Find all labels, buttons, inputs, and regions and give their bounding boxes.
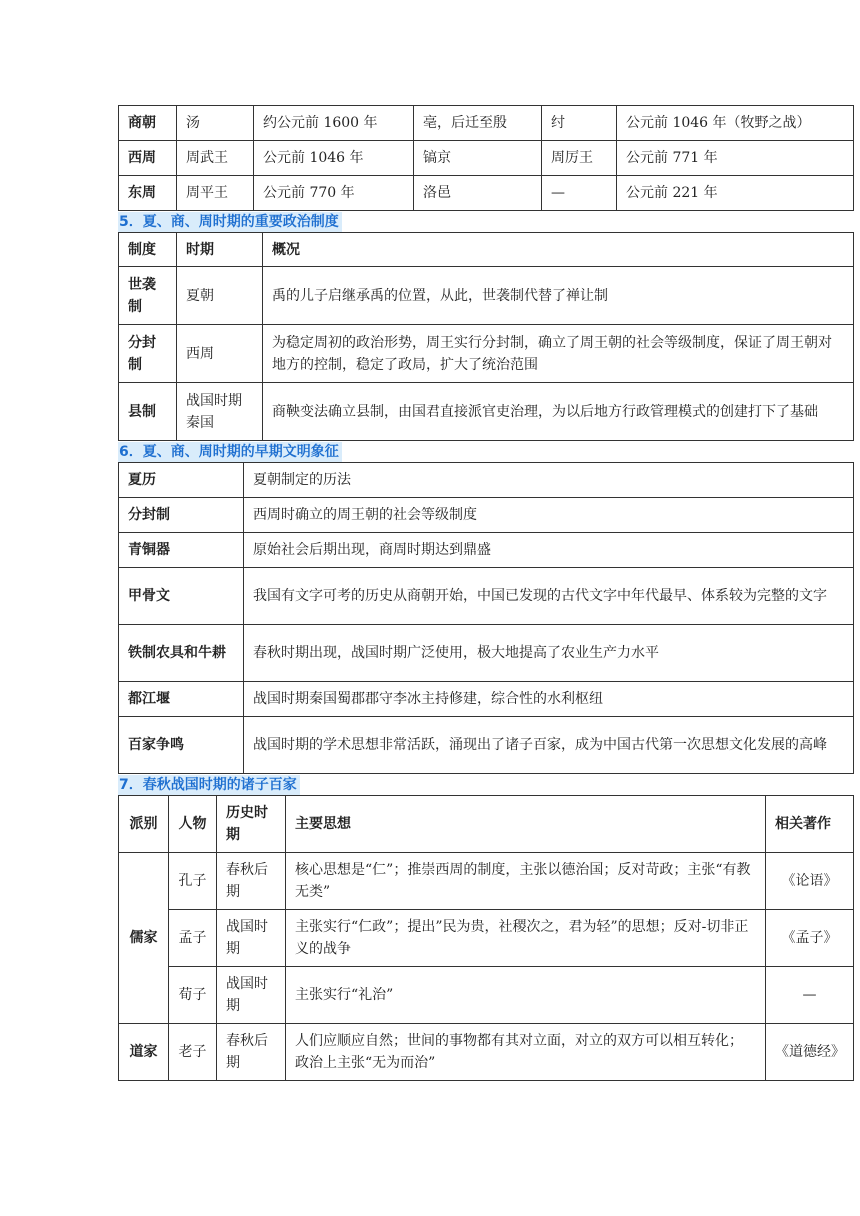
symbol-desc: 战国时期秦国蜀郡郡守李冰主持修建，综合性的水利枢纽: [244, 682, 854, 717]
dynasty-capital: 镐京: [414, 141, 542, 176]
table-row: [119, 717, 854, 774]
dynasty-founder: 周平王: [177, 176, 254, 211]
system-name: 县制: [119, 383, 177, 441]
symbol-name: 铁制农具和牛耕: [119, 625, 244, 682]
table-header-row: [119, 796, 854, 853]
system-name: 分封制: [119, 325, 177, 383]
symbol-name: 青铜器: [119, 533, 244, 568]
symbol-desc: 西周时确立的周王朝的社会等级制度: [244, 498, 854, 533]
symbol-desc: 战国时期的学术思想非常活跃，涌现出了诸子百家，成为中国古代第一次思想文化发展的高峰: [244, 717, 854, 774]
thinker-works: —: [766, 967, 854, 1024]
column-header: 概况: [263, 233, 854, 267]
table-row: [119, 967, 854, 1024]
thinker-works: 《道德经》: [766, 1024, 854, 1081]
civilization-symbols-table: [118, 462, 854, 774]
system-desc: 禹的儿子启继承禹的位置，从此，世袭制代替了禅让制: [263, 267, 854, 325]
dynasty-start: 公元前 1046 年: [254, 141, 414, 176]
table-row: [119, 498, 854, 533]
table-row: [119, 853, 854, 910]
dynasty-last-king: 纣: [542, 106, 617, 141]
thinker-thought: 人们应顺应自然；世间的事物都有其对立面，对立的双方可以相互转化；政治上主张“无为而治”: [286, 1024, 766, 1081]
table-row: [119, 463, 854, 498]
symbol-name: 百家争鸣: [119, 717, 244, 774]
thinker-name: 孟子: [169, 910, 217, 967]
dynasty-start: 约公元前 1600 年: [254, 106, 414, 141]
symbol-desc: 原始社会后期出现，商周时期达到鼎盛: [244, 533, 854, 568]
thinker-period: 战国时期: [217, 910, 286, 967]
dynasty-table: [118, 105, 854, 211]
symbol-desc: 春秋时期出现，战国时期广泛使用，极大地提高了农业生产力水平: [244, 625, 854, 682]
thinker-works: 《论语》: [766, 853, 854, 910]
table-row: [119, 625, 854, 682]
section-heading-5: 5．夏、商、周时期的重要政治制度: [118, 212, 342, 232]
thinker-period: 春秋后期: [217, 853, 286, 910]
thinker-period: 春秋后期: [217, 1024, 286, 1081]
table-row: [119, 383, 854, 441]
symbol-name: 夏历: [119, 463, 244, 498]
thinker-name: 荀子: [169, 967, 217, 1024]
system-period: 战国时期秦国: [177, 383, 263, 441]
dynasty-name: 商朝: [119, 106, 177, 141]
table-row: [119, 533, 854, 568]
thinker-period: 战国时期: [217, 967, 286, 1024]
dynasty-capital: 亳，后迁至殷: [414, 106, 542, 141]
section-heading-7: 7．春秋战国时期的诸子百家: [118, 775, 300, 795]
table-row: [119, 325, 854, 383]
symbol-name: 分封制: [119, 498, 244, 533]
thinker-thought: 主张实行“仁政”；提出”民为贵，社稷次之，君为轻”的思想；反对-切非正义的战争: [286, 910, 766, 967]
hundred-schools-table: [118, 795, 854, 1081]
political-systems-table: [118, 232, 854, 441]
dynasty-end: 公元前 1046 年（牧野之战）: [617, 106, 854, 141]
column-header: 人物: [169, 796, 217, 853]
thinker-thought: 核心思想是“仁”；推崇西周的制度，主张以德治国；反对苛政；主张“有教无类”: [286, 853, 766, 910]
thinker-thought: 主张实行“礼治”: [286, 967, 766, 1024]
table-row: [119, 267, 854, 325]
column-header: 制度: [119, 233, 177, 267]
school-name: 道家: [119, 1024, 169, 1081]
table-header-row: [119, 233, 854, 267]
symbol-desc: 我国有文字可考的历史从商朝开始，中国已发现的古代文字中年代最早、体系较为完整的文字: [244, 568, 854, 625]
column-header: 派别: [119, 796, 169, 853]
dynasty-start: 公元前 770 年: [254, 176, 414, 211]
symbol-name: 都江堰: [119, 682, 244, 717]
column-header: 主要思想: [286, 796, 766, 853]
table-row: [119, 141, 854, 176]
section-heading-6: 6．夏、商、周时期的早期文明象征: [118, 442, 342, 462]
column-header: 历史时期: [217, 796, 286, 853]
table-row: [119, 176, 854, 211]
dynasty-last-king: 周厉王: [542, 141, 617, 176]
thinker-name: 孔子: [169, 853, 217, 910]
table-row: [119, 682, 854, 717]
dynasty-name: 西周: [119, 141, 177, 176]
table-row: [119, 910, 854, 967]
dynasty-founder: 周武王: [177, 141, 254, 176]
dynasty-capital: 洛邑: [414, 176, 542, 211]
document-page: [118, 105, 853, 1081]
system-period: 夏朝: [177, 267, 263, 325]
thinker-works: 《孟子》: [766, 910, 854, 967]
thinker-name: 老子: [169, 1024, 217, 1081]
dynasty-founder: 汤: [177, 106, 254, 141]
system-period: 西周: [177, 325, 263, 383]
system-desc: 为稳定周初的政治形势，周王实行分封制，确立了周王朝的社会等级制度，保证了周王朝对地方的控制，稳定了政局，扩大了统治范围: [263, 325, 854, 383]
school-name: 儒家: [119, 853, 169, 1024]
dynasty-last-king: —: [542, 176, 617, 211]
system-name: 世袭制: [119, 267, 177, 325]
dynasty-end: 公元前 221 年: [617, 176, 854, 211]
symbol-desc: 夏朝制定的历法: [244, 463, 854, 498]
dynasty-name: 东周: [119, 176, 177, 211]
symbol-name: 甲骨文: [119, 568, 244, 625]
table-row: [119, 106, 854, 141]
dynasty-end: 公元前 771 年: [617, 141, 854, 176]
system-desc: 商鞅变法确立县制，由国君直接派官吏治理，为以后地方行政管理模式的创建打下了基础: [263, 383, 854, 441]
table-row: [119, 1024, 854, 1081]
column-header: 时期: [177, 233, 263, 267]
column-header: 相关著作: [766, 796, 854, 853]
table-row: [119, 568, 854, 625]
